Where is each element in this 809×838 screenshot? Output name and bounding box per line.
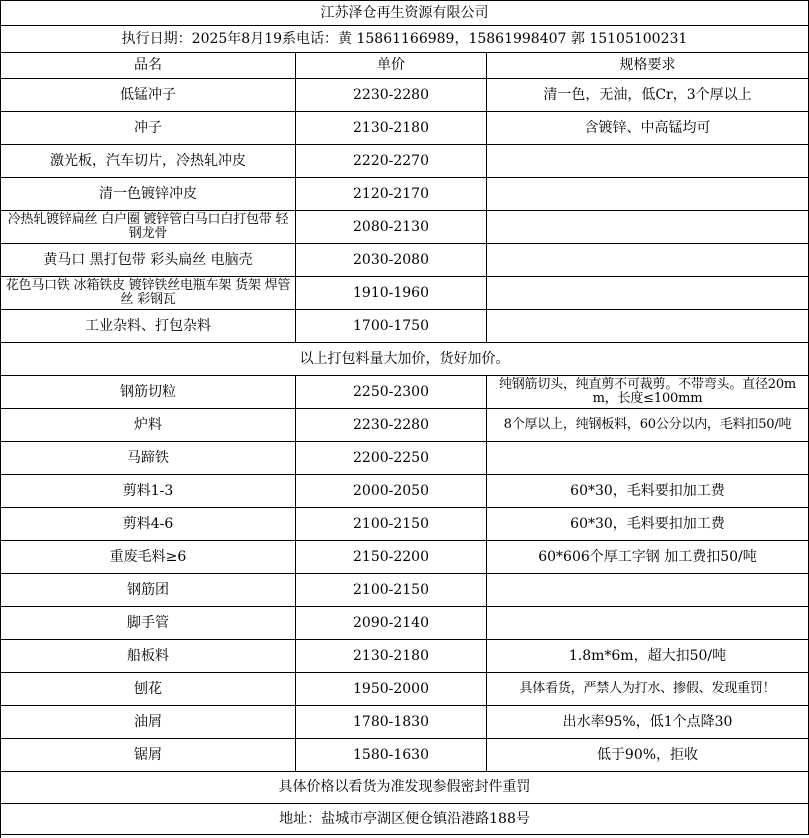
item-price: 2000-2050 (296, 475, 487, 508)
item-spec (487, 442, 809, 475)
item-spec (487, 145, 809, 178)
item-name: 锯屑 (1, 739, 296, 772)
bulk-note: 以上打包料量大加价，货好加价。 (1, 343, 809, 376)
item-spec (487, 178, 809, 211)
item-price: 2130-2180 (296, 112, 487, 145)
header-name: 品名 (1, 53, 296, 79)
item-price: 2150-2200 (296, 541, 487, 574)
item-price: 1950-2000 (296, 673, 487, 706)
item-price: 2230-2280 (296, 79, 487, 112)
item-spec (487, 574, 809, 607)
item-price: 2090-2140 (296, 607, 487, 640)
item-name: 脚手管 (1, 607, 296, 640)
item-name: 重废毛料≥6 (1, 541, 296, 574)
item-name: 冷热轧镀锌扁丝 白户圈 镀锌管白马口白打包带 轻钢龙骨 (1, 211, 296, 244)
header-price: 单价 (296, 53, 487, 79)
item-name: 剪料1-3 (1, 475, 296, 508)
item-spec: 具体看货，严禁人为打水、掺假、发现重罚！ (487, 673, 809, 706)
item-spec: 清一色，无油，低Cr，3个厚以上 (487, 79, 809, 112)
footer-note: 具体价格以看货为准发现参假密封件重罚 (1, 772, 809, 804)
item-name: 船板料 (1, 640, 296, 673)
item-spec: 纯钢筋切头，纯直剪不可裁剪。不带弯头。直径20mm，长度≤100mm (487, 376, 809, 409)
item-spec: 1.8m*6m，超大扣50/吨 (487, 640, 809, 673)
item-price: 1700-1750 (296, 310, 487, 343)
item-price: 2130-2180 (296, 640, 487, 673)
item-spec: 8个厚以上，纯钢板料，60公分以内，毛料扣50/吨 (487, 409, 809, 442)
item-name: 刨花 (1, 673, 296, 706)
address-line: 地址：盐城市亭湖区便仓镇沿港路188号 (1, 804, 809, 835)
item-spec (487, 211, 809, 244)
item-price: 1780-1830 (296, 706, 487, 739)
item-spec (487, 310, 809, 343)
item-spec: 60*30，毛料要扣加工费 (487, 508, 809, 541)
item-name: 低锰冲子 (1, 79, 296, 112)
item-price: 2100-2150 (296, 508, 487, 541)
item-price: 1580-1630 (296, 739, 487, 772)
item-name: 剪料4-6 (1, 508, 296, 541)
item-spec: 出水率95%，低1个点降30 (487, 706, 809, 739)
item-name: 钢筋切粒 (1, 376, 296, 409)
item-spec: 60*30，毛料要扣加工费 (487, 475, 809, 508)
item-price: 2080-2130 (296, 211, 487, 244)
item-spec (487, 244, 809, 277)
item-name: 油屑 (1, 706, 296, 739)
item-name: 冲子 (1, 112, 296, 145)
item-price: 1910-1960 (296, 277, 487, 310)
item-price: 2220-2270 (296, 145, 487, 178)
item-price: 2120-2170 (296, 178, 487, 211)
item-price: 2200-2250 (296, 442, 487, 475)
date-contact-line: 执行日期：2025年8月19系电话：黄 15861166989，15861998407 郭 15105100231 (1, 26, 809, 53)
header-spec: 规格要求 (487, 53, 809, 79)
item-name: 黄马口 黑打包带 彩头扁丝 电脑壳 (1, 244, 296, 277)
item-name: 清一色镀锌冲皮 (1, 178, 296, 211)
item-name: 钢筋团 (1, 574, 296, 607)
item-spec (487, 607, 809, 640)
item-name: 工业杂料、打包杂料 (1, 310, 296, 343)
item-price: 2030-2080 (296, 244, 487, 277)
item-price: 2100-2150 (296, 574, 487, 607)
item-name: 炉料 (1, 409, 296, 442)
item-name: 激光板，汽车切片，冷热轧冲皮 (1, 145, 296, 178)
item-price: 2230-2280 (296, 409, 487, 442)
item-spec: 60*606个厚工字钢 加工费扣50/吨 (487, 541, 809, 574)
item-spec: 低于90%，拒收 (487, 739, 809, 772)
company-title: 江苏泽仓再生资源有限公司 (1, 1, 809, 26)
item-spec (487, 277, 809, 310)
item-spec: 含镀锌、中高锰均可 (487, 112, 809, 145)
item-price: 2250-2300 (296, 376, 487, 409)
item-name: 马蹄铁 (1, 442, 296, 475)
item-name: 花色马口铁 冰箱铁皮 镀锌铁丝电瓶车架 货架 焊管丝 彩钢瓦 (1, 277, 296, 310)
